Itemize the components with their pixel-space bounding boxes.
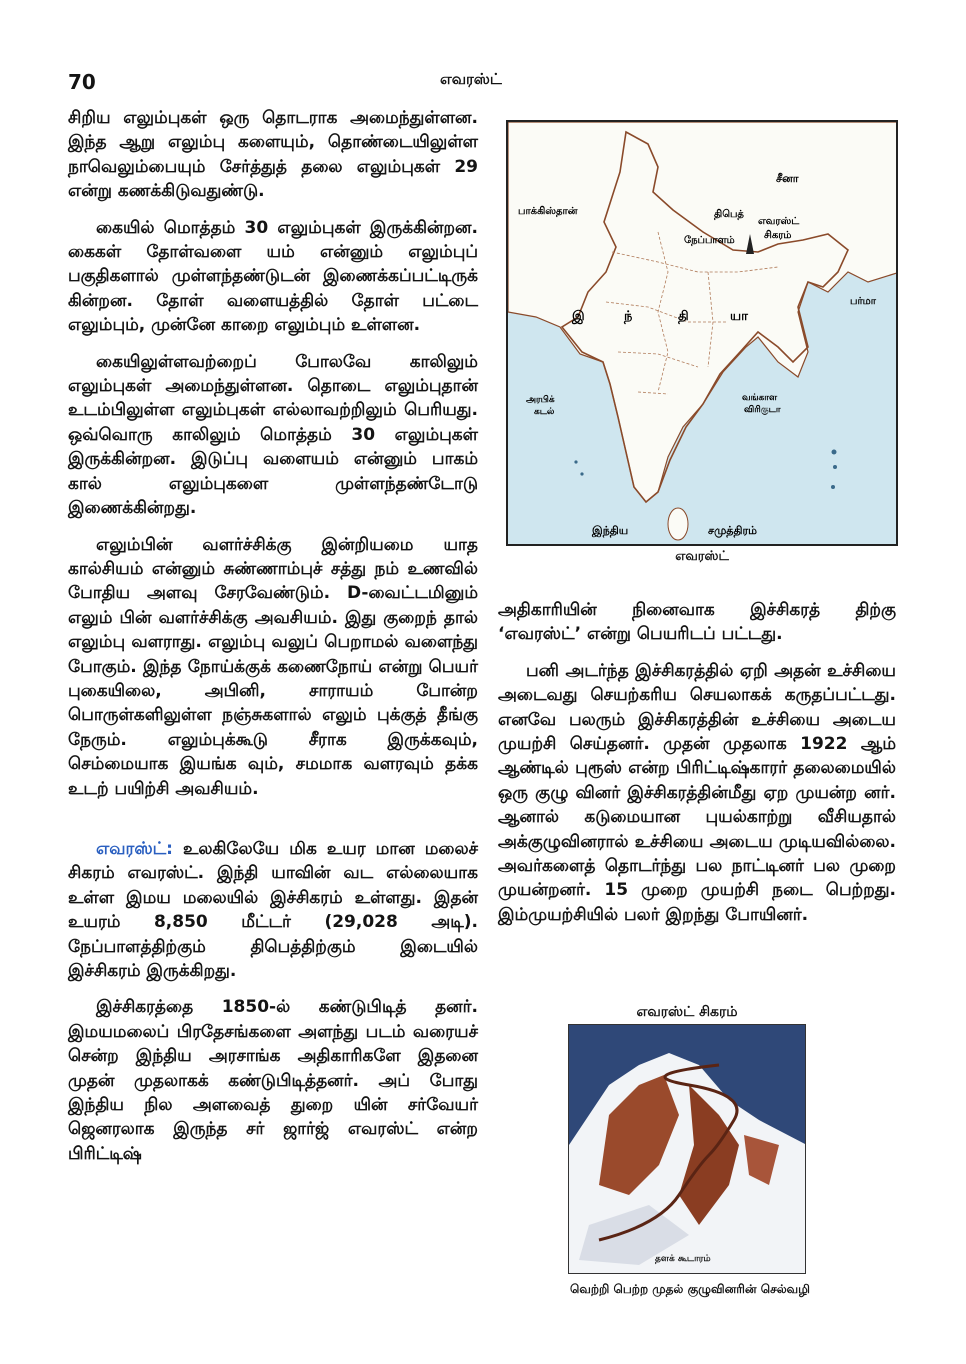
map-label-nepal: நேப்பாளம் (684, 235, 735, 246)
map-lakshadweep-islands (574, 460, 577, 463)
everest-illustration-drawing (569, 1025, 806, 1274)
map-lakshadweep-islands (580, 472, 583, 475)
running-head: எவரஸ்ட் (440, 70, 502, 88)
paragraph-everest-attempts: பனி அடர்ந்த இச்சிகரத்தில் ஏறி அதன் உச்சியை அடைவது செயற்கரிய செயலாகக் கருதப்பட்டது. எனவே பலரும் இச்சிகரத்தின் உச்சியை அடைய முயற்சி செய்தனர். முதன் முதலாக 1922 ஆம் ஆண்டில் புரூஸ் என்ற பிரிட்டிஷ்காரர் தலைமையில் ஒரு குழு வினர் இச்சிகரத்தின்மீது ஏற முயன்ற னர். ஆனால் கடுமையான புயல்காற்று வீசியதால் அக்குழுவினரால் உச்சியை அடைய முடியவில்லை. அவர்களைத் தொடர்ந்து பல நாட்டினர் பல முறை முயன்றனர். 15 முறை முயற்சி நடை பெற்றது. இம்முயற்சியில் பலர் இறந்து போயினர். (498, 660, 896, 925)
map-label-everest-peak: எவரஸ்ட் (758, 216, 800, 227)
map-label-tibet: திபெத் (714, 209, 744, 220)
map-label-pakistan: பாக்கிஸ்தான் (518, 206, 578, 217)
paragraph-everest-naming: அதிகாரியின் நினைவாக இச்சிகரத் திற்கு ‘எவரஸ்ட்’ என்று பெயரிடப் பட்டது. (498, 600, 896, 645)
everest-intro-text: உலகிலேயே மிக உயர மான மலைச் சிகரம் எவரஸ்ட். இந்தி யாவின் வட எல்லையாக உள்ள இமய மலையில் இச்சிகரம் உள்ளது. இதன் உயரம் 8,850 மீட்டர் (29,028 அடி). நேப்பாளத்திற்கும் திபெத்திற்கும் இடையில் இச்சிகரம் இருக்கிறது. (68, 838, 478, 981)
map-sri-lanka (668, 508, 688, 540)
paragraph-leg-bones: கையிலுள்ளவற்றைப் போலவே காலிலும் எலும்புகள் அமைந்துள்ளன. தொடை எலும்புதான் உடம்பிலுள்ள எலும்புகள் எல்லாவற்றிலும் பெரியது. ஒவ்வொரு காலிலும் மொத்தம் 30 எலும்புகள் இருக்கின்றன. இடுப்பு வளையம் என்னும் பாகம் கால் எலும்புகளை முள்ளந்தண்டோடு இணைக்கின்றது. (68, 351, 478, 519)
map-label-bay-of-bengal-line2: விரிகுடா (744, 405, 781, 415)
map-label-india-2: ந் (624, 309, 633, 324)
map-label-india-1: இ (572, 309, 585, 324)
everest-route-illustration (568, 1024, 806, 1274)
map-andaman-islands (833, 465, 837, 469)
map-label-everest-peak-line2: சிகரம் (764, 230, 792, 241)
page-number: 70 (68, 70, 96, 94)
right-column (498, 598, 896, 939)
paragraph-skull-bones: சிறிய எலும்புகள் ஒரு தொடராக அமைந்துள்ளன. இந்த ஆறு எலும்பு களையும், தொண்டையிலுள்ள நாவெலும்பையும் சேர்த்துத் தலை எலும்புகள் 29 என்று கணக்கிடுவதுண்டு. (68, 108, 478, 202)
photo-caption: வெற்றி பெற்ற முதல் குழுவினரின் செல்வழி (570, 1282, 810, 1296)
india-map (506, 120, 898, 546)
map-label-india-4: யா (730, 309, 748, 324)
paragraph-bone-growth: எலும்பின் வளர்ச்சிக்கு இன்றியமை யாத கால்சியம் என்னும் சுண்ணாம்புச் சத்து நம் உணவில் போதிய அளவு சேரவேண்டும். D-வைட்டமினும் எலும் பின் வளர்ச்சிக்கு அவசியம். இது குறைந் தால் எலும்பு வளராது. எலும்பு வலுப் பெறாமல் வளைந்து போகும். இந்த நோய்க்குக் கணைநோய் என்று பெயர் புகையிலை, அபினி, சாராயம் போன்ற பொருள்களிலுள்ள நஞ்சுகளால் எலும் புக்குத் தீங்கு நேரும். எலும்புக்கூடு சீராக இருக்கவும், செம்மையாக இயங்க வும், சமமாக வளரவும் தக்க உடற் பயிற்சி அவசியம். (68, 534, 478, 799)
map-andaman-islands (831, 485, 835, 489)
paragraph-arm-bones: கையில் மொத்தம் 30 எலும்புகள் இருக்கின்றன. கைகள் தோள்வளை யம் என்னும் எலும்புப் பகுதிகளால் முள்ளந்தண்டுடன் இணைக்கப்பட்டிருக் கின்றன. தோள் வளையத்தில் தோள் பட்டை எலும்பும், முன்னே காறை எலும்பும் உள்ளன. (68, 217, 478, 336)
map-andaman-islands (832, 450, 837, 455)
india-map-drawing (508, 122, 898, 546)
map-label-ocean: சமுத்திரம் (708, 524, 758, 537)
paragraph-everest-intro (68, 837, 478, 983)
map-caption: எவரஸ்ட் (675, 549, 729, 564)
map-label-arabian-sea-line2: கடல் (534, 407, 555, 417)
map-label-india-3: தி (678, 309, 689, 324)
map-label-burma: பர்மா (850, 296, 876, 307)
map-land-north (508, 122, 898, 502)
map-label-bay-of-bengal: வங்காள (742, 393, 778, 403)
map-label-indian: இந்திய (592, 524, 629, 537)
left-column (68, 106, 478, 1178)
entry-term-everest: எவரஸ்ட்: (96, 838, 173, 859)
map-label-china: சீனா (776, 172, 799, 185)
photo-title: எவரஸ்ட் சிகரம் (636, 1004, 738, 1020)
base-camp-label: தளக் கூடாரம் (655, 1254, 711, 1264)
map-label-arabian-sea: அரபிக் (526, 395, 555, 405)
paragraph-everest-discovery: இச்சிகரத்தை 1850-ல் கண்டுபிடித் தனர். இமயமலைப் பிரதேசங்களை அளந்து படம் வரையச் சென்ற இந்திய அரசாங்க அதிகாரிகளே இதனை முதன் முதலாகக் கண்டுபிடித்தனர். அப் போது இந்திய நில அளவைத் துறை யின் சர்வேயர் ஜெனரலாக இருந்த சர் ஜார்ஜ் எவரஸ்ட் என்ற பிரிட்டிஷ் (68, 997, 478, 1164)
